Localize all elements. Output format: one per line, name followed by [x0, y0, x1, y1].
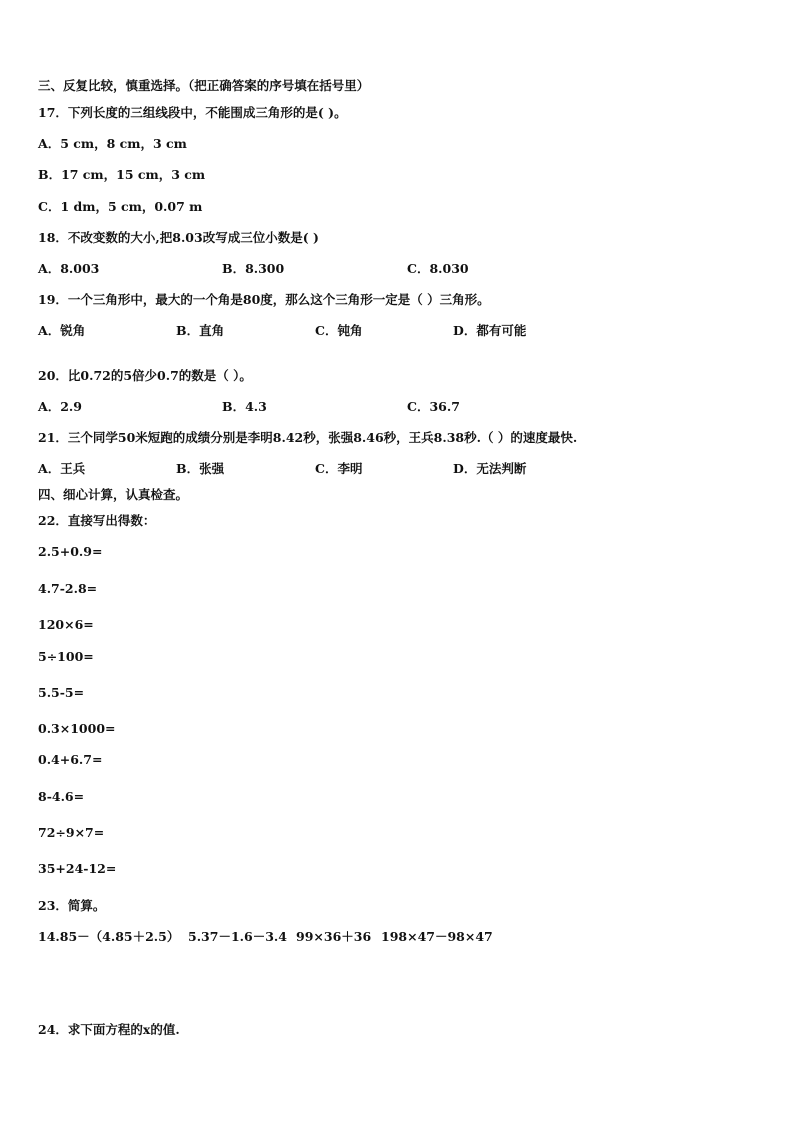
- simplify-item: 99×36＋36: [296, 929, 372, 944]
- question-21-option-a: A．王兵: [38, 461, 86, 476]
- calc-item: 2.5+0.9=: [38, 544, 103, 559]
- question-23-stem: 23．简算。: [38, 898, 106, 913]
- question-18-option-c: C．8.030: [407, 261, 469, 276]
- calc-item: 8-4.6=: [38, 789, 85, 804]
- question-20-option-b: B．4.3: [222, 399, 267, 414]
- question-17-option-a: A．5 cm，8 cm，3 cm: [38, 136, 187, 151]
- question-20-option-c: C．36.7: [407, 399, 460, 414]
- calc-item: 0.3×1000=: [38, 721, 116, 736]
- section-4-heading: 四、细心计算，认真检查。: [38, 487, 189, 502]
- calc-item: 5÷100=: [38, 649, 94, 664]
- question-17-stem: 17．下列长度的三组线段中，不能围成三角形的是( )。: [38, 105, 347, 120]
- question-19-option-d: D．都有可能: [453, 323, 527, 338]
- question-21-stem: 21．三个同学50米短跑的成绩分别是李明8.42秒，张强8.46秒，王兵8.38秒.（ ）的速度最快.: [38, 430, 578, 445]
- calc-item: 35+24-12=: [38, 861, 117, 876]
- question-19-option-a: A．锐角: [38, 323, 86, 338]
- calc-item: 4.7-2.8=: [38, 581, 98, 596]
- question-19-option-c: C．钝角: [315, 323, 363, 338]
- question-18-option-a: A．8.003: [38, 261, 100, 276]
- simplify-item: 14.85－（4.85＋2.5）: [38, 929, 180, 944]
- calc-item: 0.4+6.7=: [38, 752, 103, 767]
- question-21-option-d: D．无法判断: [453, 461, 527, 476]
- simplify-item: 198×47－98×47: [381, 929, 493, 944]
- question-18-option-b: B．8.300: [222, 261, 285, 276]
- section-3-heading: 三、反复比较，慎重选择。（把正确答案的序号填在括号里）: [38, 78, 370, 93]
- question-22-stem: 22．直接写出得数：: [38, 513, 156, 528]
- question-20-stem: 20．比0.72的5倍少0.7的数是（ ）。: [38, 368, 252, 383]
- question-20-option-a: A．2.9: [38, 399, 82, 414]
- simplify-item: 5.37－1.6－3.4: [188, 929, 287, 944]
- question-17-option-b: B．17 cm，15 cm，3 cm: [38, 167, 206, 182]
- question-18-stem: 18．不改变数的大小,把8.03改写成三位小数是( ): [38, 230, 319, 245]
- question-17-option-c: C．1 dm，5 cm，0.07 m: [38, 199, 203, 214]
- question-24-stem: 24．求下面方程的x的值.: [38, 1022, 180, 1037]
- calc-item: 5.5-5=: [38, 685, 85, 700]
- calc-item: 120×6=: [38, 617, 94, 632]
- calc-item: 72÷9×7=: [38, 825, 105, 840]
- question-21-option-c: C．李明: [315, 461, 363, 476]
- question-19-stem: 19．一个三角形中，最大的一个角是80度，那么这个三角形一定是（ ）三角形。: [38, 292, 490, 307]
- question-19-option-b: B．直角: [176, 323, 225, 338]
- question-21-option-b: B．张强: [176, 461, 225, 476]
